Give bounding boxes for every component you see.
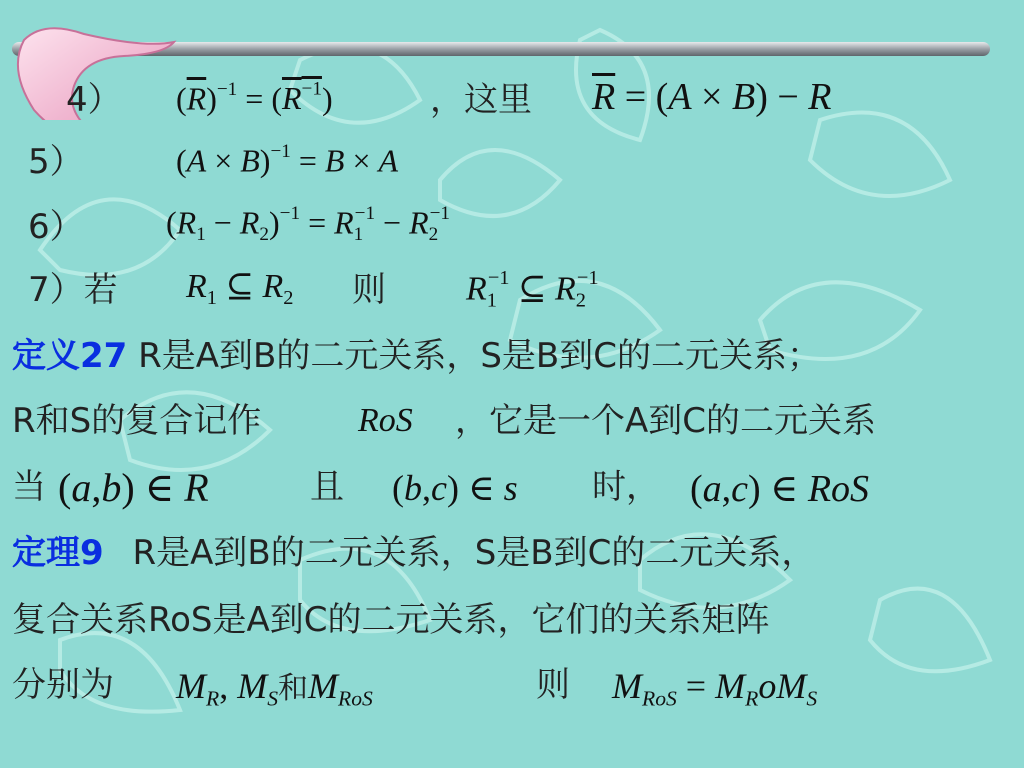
definition-27-text1: R是A到B的二元关系，S是B到C的二元关系； [138, 336, 821, 376]
formula-ac-in-ros: (a,c) ∈ RoS [690, 468, 870, 510]
item-7-label: 7）若 [28, 270, 118, 310]
formula-ab-in-r: (a,b) ∈ R [58, 465, 209, 510]
item-7-then: 则 [352, 270, 386, 310]
formula-ros: RoS [358, 402, 413, 439]
theorem-9-text2: 复合关系RoS是A到C的二元关系，它们的关系矩阵 [12, 600, 770, 640]
item-6-label: 6） [28, 207, 84, 247]
formula-4b: $\overline{R} = (A \times B) - R$ [592, 76, 832, 118]
theorem-9-then: 则 [536, 665, 570, 705]
definition-27-and: 且 [310, 467, 344, 507]
definition-27-when: 当 [12, 467, 46, 507]
item-5-label: 5） [28, 142, 84, 182]
theorem-9-text3a: 分别为 [12, 665, 114, 705]
formula-matrix-product: $M_{RoS} = M_RoM_S$ [612, 666, 818, 711]
definition-27-then: 时， [592, 467, 660, 507]
formula-5: $(A \times B)^{-1} = B \times A$ [176, 141, 399, 179]
formula-6: $(R_1 - R_2)^{-1} = R_1^{-1} - R_2^{-1}$ [166, 203, 451, 246]
item-4-label: 4） [66, 80, 122, 120]
formula-matrices: $M_R$, $M_S$和$M_{RoS}$ [176, 666, 373, 711]
definition-27-keyword: 定义27 [12, 336, 128, 376]
definition-27-text2a: R和S的复合记作 [12, 401, 262, 441]
theorem-9-and: 和 [278, 671, 308, 706]
formula-bc-in-s: (b,c) ∈ s [392, 468, 518, 508]
definition-27-line1 [12, 336, 821, 376]
item-4-here: ，这里 [430, 80, 532, 120]
formula-4a: $(\overline{R})^{-1} = (R^{-1})$ [176, 79, 333, 117]
formula-7b: $R_1^{-1}$ ⊆ $R_2^{-1}$ [466, 267, 599, 312]
formula-7a: $R_1$ ⊆ $R_2$ [186, 268, 294, 310]
theorem-9-line1 [12, 533, 816, 573]
theorem-9-keyword: 定理9 [12, 533, 104, 573]
theorem-9-text1: R是A到B的二元关系，S是B到C的二元关系， [132, 533, 816, 573]
definition-27-text2b: ，它是一个A到C的二元关系 [455, 401, 876, 441]
